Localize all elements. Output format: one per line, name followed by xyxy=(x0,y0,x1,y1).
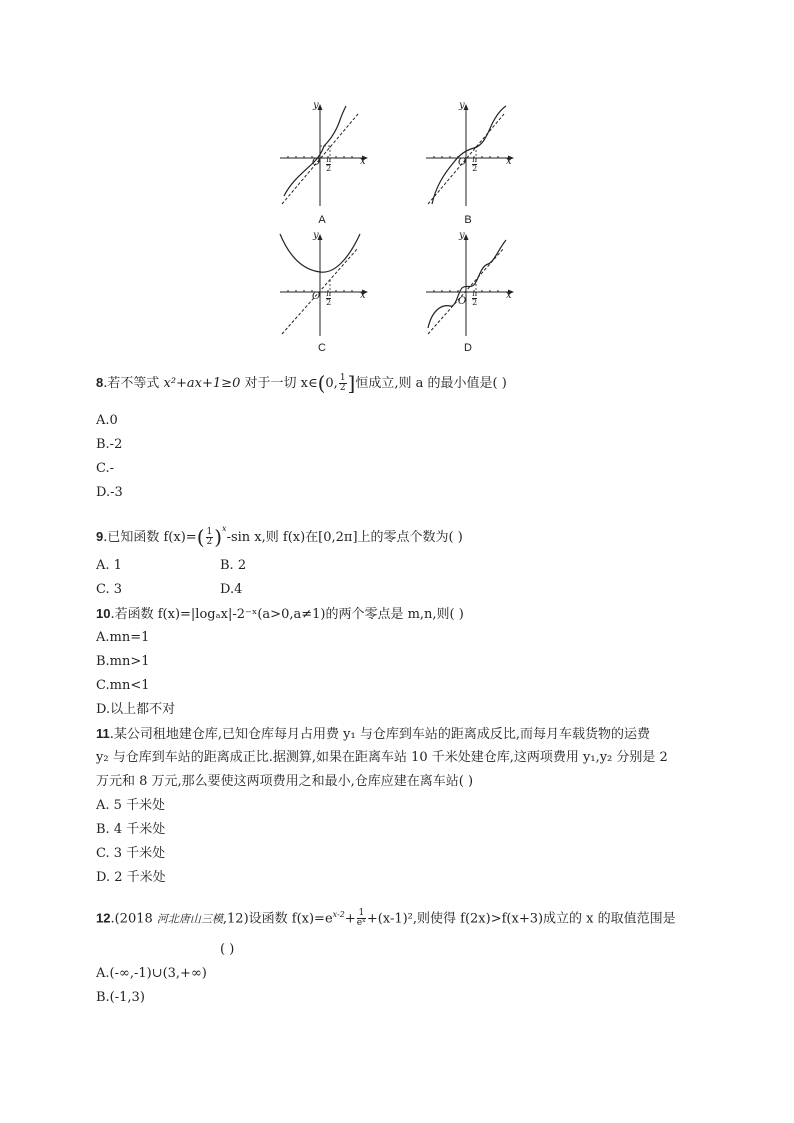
q8-option-d: D.-3 xyxy=(96,485,123,500)
q9-rparen: ) xyxy=(214,525,223,549)
q9-option-b: B. 2 xyxy=(220,558,247,573)
tick-num: π xyxy=(472,289,478,298)
q8-option-c: C.- xyxy=(96,461,115,476)
graph-b xyxy=(422,100,522,226)
graph-label-c: C xyxy=(318,342,326,354)
q12-paren: ( ) xyxy=(220,942,235,957)
q11-option-b: B. 4 千米处 xyxy=(96,822,166,837)
q9-option-c: C. 3 xyxy=(96,582,123,597)
q12-exp: x-2 xyxy=(332,910,345,919)
q8-number: 8 xyxy=(96,375,104,390)
q10-option-a: A.mn=1 xyxy=(96,630,150,645)
q9-number: 9 xyxy=(96,529,104,544)
q8-fraction xyxy=(339,374,347,393)
axis-y-label: y xyxy=(459,100,465,111)
q10-option-b: B.mn>1 xyxy=(96,654,150,669)
tick-pi-half xyxy=(472,156,477,173)
q12-frac-num: 1 xyxy=(358,908,365,919)
q12-pre: .(2018 xyxy=(110,911,157,927)
q11-option-d: D. 2 千米处 xyxy=(96,870,166,885)
tick-den: 2 xyxy=(326,298,332,307)
q9-lparen: ( xyxy=(196,525,205,549)
tick-den: 2 xyxy=(472,164,478,173)
q8-post: 恒成立,则 a 的最小值是( ) xyxy=(355,376,507,391)
q11-option-a: A. 5 千米处 xyxy=(96,798,166,813)
tick-den: 2 xyxy=(472,298,478,307)
origin-label: O xyxy=(458,296,467,307)
q8-pre: .若不等式 xyxy=(103,376,164,391)
q9-fraction xyxy=(206,528,214,547)
q9-exp: x xyxy=(222,524,227,533)
q9-stem xyxy=(96,520,463,547)
q12-option-a: A.(-∞,-1)∪(3,+∞) xyxy=(96,966,207,981)
axis-x-label: x xyxy=(360,290,366,301)
q8-zero: 0, xyxy=(325,376,338,391)
q9-frac-den: 2 xyxy=(206,537,213,547)
q12-frac-den: eˣ xyxy=(356,918,366,929)
q9-pre: .已知函数 f(x)= xyxy=(103,530,197,545)
q12-option-b: B.(-1,3) xyxy=(96,990,145,1005)
q10-stem xyxy=(96,605,464,624)
q8-close-bracket: ] xyxy=(347,371,356,395)
q9-post: -sin x,则 f(x)在[0,2π]上的零点个数为( ) xyxy=(226,530,463,545)
q8-option-a: A.0 xyxy=(96,413,118,428)
axis-y-label: y xyxy=(313,100,319,111)
q10-option-d: D.以上都不对 xyxy=(96,702,176,717)
q10-option-c: C.mn<1 xyxy=(96,678,150,693)
q11-number: 11 xyxy=(96,726,110,741)
q12-src-tail: ,12)设函数 f(x)=e xyxy=(222,911,333,927)
q8-inequality: x²+ax+1≥0 xyxy=(163,376,241,391)
q12-source: 河北唐山三模 xyxy=(156,912,223,926)
tick-pi-half xyxy=(326,290,331,307)
q12-fraction xyxy=(357,909,366,928)
q11-line3: 万元和 8 万元,那么要使这两项费用之和最小,仓库应建在离车站( ) xyxy=(96,774,474,789)
axis-x-label: x xyxy=(506,290,512,301)
origin-label: O xyxy=(312,157,321,168)
q9-option-d: D.4 xyxy=(220,582,243,597)
q11-line1 xyxy=(96,725,650,744)
q8-frac-den: 2 xyxy=(339,383,346,393)
q8-stem xyxy=(96,371,507,395)
q8-option-b: B.-2 xyxy=(96,437,123,452)
origin-label: O xyxy=(312,291,321,302)
q10-number: 10 xyxy=(96,606,111,621)
origin-label: O xyxy=(458,157,467,168)
graph-d xyxy=(422,230,522,354)
q9-option-a: A. 1 xyxy=(96,558,122,573)
tick-num: π xyxy=(326,155,332,164)
q9-frac-num: 1 xyxy=(206,527,213,537)
q8-mid: 对于一切 x∈ xyxy=(240,376,318,391)
q11-option-c: C. 3 千米处 xyxy=(96,846,166,861)
tick-num: π xyxy=(472,155,478,164)
tick-pi-half xyxy=(326,156,331,173)
q12-plus: + xyxy=(344,911,356,927)
axis-y-label: y xyxy=(313,230,319,241)
q10-text: .若函数 f(x)=|logₐx|-2⁻ˣ(a>0,a≠1)的两个零点是 m,n,则( ) xyxy=(110,607,464,622)
graph-label-a: A xyxy=(318,214,326,226)
tick-num: π xyxy=(326,289,332,298)
q8-frac-num: 1 xyxy=(339,373,346,383)
q8-open-paren: ( xyxy=(317,371,326,395)
graph-a xyxy=(276,100,376,226)
axis-y-label: y xyxy=(459,230,465,241)
graph-label-d: D xyxy=(464,342,472,354)
q11-text1: .某公司租地建仓库,已知仓库每月占用费 y₁ 与仓库到车站的距离成反比,而每月车载货物的运费 xyxy=(109,727,650,742)
graph-c xyxy=(276,230,376,354)
q12-post: +(x-1)²,则使得 f(2x)>f(x+3)成立的 x 的取值范围是 xyxy=(366,911,676,927)
tick-pi-half xyxy=(472,290,477,307)
tick-den: 2 xyxy=(326,164,332,173)
graph-label-b: B xyxy=(464,214,472,226)
q11-line2: y₂ 与仓库到车站的距离成正比.据测算,如果在距离车站 10 千米处建仓库,这两项费用 y₁,y₂ 分别是 2 xyxy=(96,750,668,765)
axis-x-label: x xyxy=(506,156,512,167)
q12-number: 12 xyxy=(96,910,111,926)
q12-stem xyxy=(96,906,676,928)
axis-x-label: x xyxy=(360,156,366,167)
